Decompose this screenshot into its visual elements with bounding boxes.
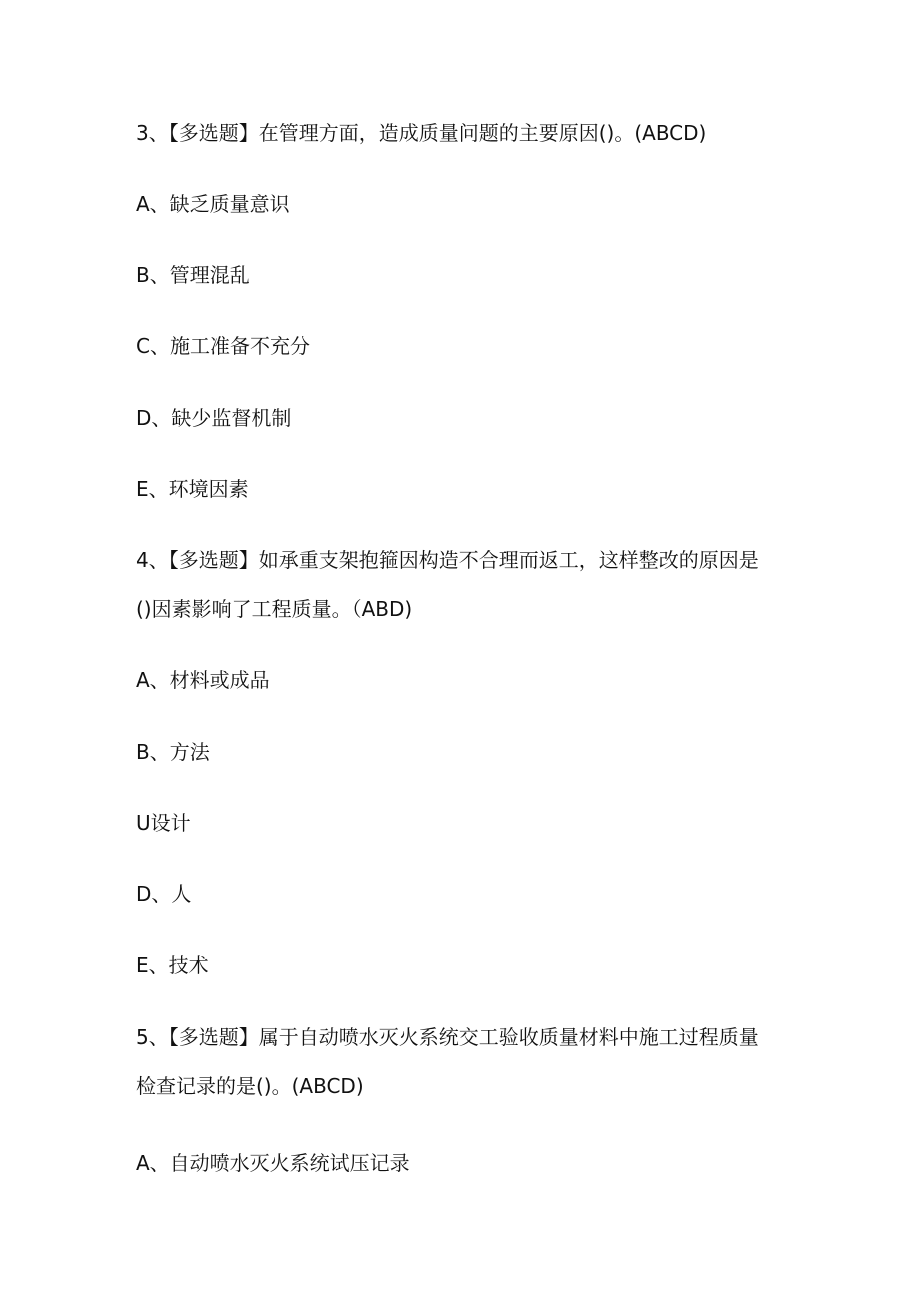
- question-4-option-c: U设计: [136, 811, 191, 835]
- question-5-stem-continued: 检查记录的是()。(ABCD): [136, 1074, 364, 1098]
- question-4-option-d: D、人: [136, 882, 192, 906]
- question-4-option-e: E、技术: [136, 953, 209, 977]
- question-4-option-b: B、方法: [136, 740, 210, 764]
- question-3-option-c: C、施工准备不充分: [136, 334, 310, 358]
- question-4-stem: 4、【多选题】如承重支架抱箍因构造不合理而返工，这样整改的原因是: [136, 548, 759, 572]
- question-3-option-d: D、缺少监督机制: [136, 406, 292, 430]
- question-3-option-a: A、缺乏质量意识: [136, 192, 290, 216]
- question-5-option-a: A、自动喷水灭火系统试压记录: [136, 1151, 410, 1175]
- question-3-option-e: E、环境因素: [136, 477, 249, 501]
- question-3-stem: 3、【多选题】在管理方面，造成质量问题的主要原因()。(ABCD): [136, 121, 707, 145]
- question-4-option-a: A、材料或成品: [136, 668, 270, 692]
- question-3-option-b: B、管理混乱: [136, 263, 250, 287]
- question-4-stem-continued: ()因素影响了工程质量。（ABD): [136, 597, 413, 621]
- question-5-stem: 5、【多选题】属于自动喷水灭火系统交工验收质量材料中施工过程质量: [136, 1025, 759, 1049]
